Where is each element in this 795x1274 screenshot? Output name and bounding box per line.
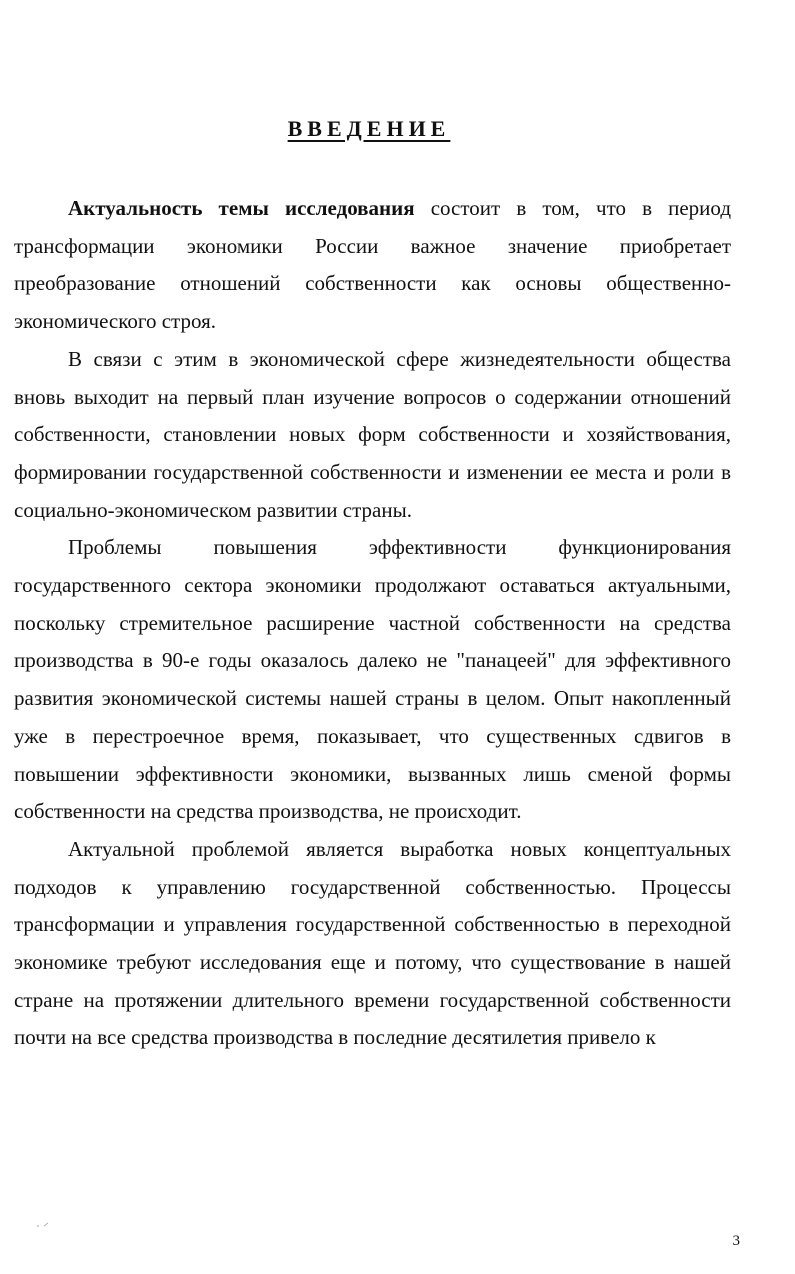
scan-speck (36, 1222, 50, 1228)
paragraph-2: В связи с этим в экономической сфере жизнедеятельности общества вновь выходит на первый план изучение вопросов о содержании отношений собственности, становлении новых форм собственности и хозяйствования, формировании государственной собственности и изменении ее места и роли в социально-экономическом развитии страны. (14, 346, 731, 522)
paragraph-1-lead: Актуальность темы исследования (68, 196, 415, 220)
paragraph-4: Актуальной проблемой является выработка новых концептуальных подходов к управлению государственной собственностью. Процессы трансформации и управления государственной собственностью в переходной экономике требуют исследования еще и потому, что существование в нашей стране на протяжении длительного времени государственной собственности почти на все средства производства в последние десятилетия привело к (14, 836, 731, 1050)
page-number: 3 (732, 1233, 740, 1249)
paragraph-1 (14, 190, 731, 341)
section-title: ВВЕДЕНИЕ (287, 116, 451, 141)
body-text (14, 190, 731, 1057)
paragraph-3: Проблемы повышения эффективности функционирования государственного сектора экономики продолжают оставаться актуальными, поскольку стремительное расширение частной собственности на средства производства в 90-е годы оказалось далеко не "панацеей" для эффективного развития экономической системы нашей страны в целом. Опыт накопленный уже в перестроечное время, показывает, что существенных сдвигов в повышении эффективности экономики, вызванных лишь сменой формы собственности на средства производства, не происходит. (14, 535, 731, 824)
paragraph-1-text: состоит в том, что в период трансформации экономики России важное значение приобретает преобразование отношений собственности как основы общественно-экономического строя. (14, 196, 731, 334)
